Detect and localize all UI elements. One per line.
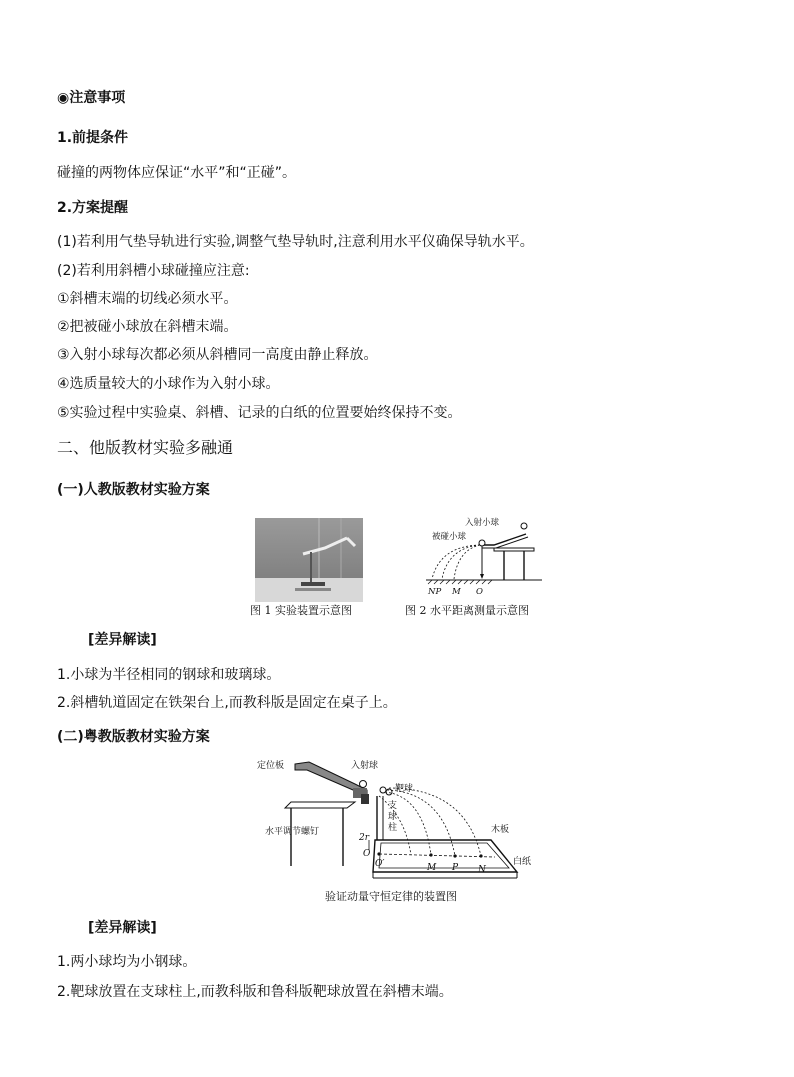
plan1-diff-title: [差异解读]: [88, 632, 157, 648]
label-o-prime: O′: [375, 859, 385, 869]
label-board: 定位板: [257, 761, 285, 771]
reminder-item: (1)若利用气垫导轨进行实验,调整气垫导轨时,注意利用水平仪确保导轨水平。: [57, 234, 534, 250]
reminder-item: ③入射小球每次都必须从斜槽同一高度由静止释放。: [57, 347, 378, 363]
section-title-reminder: 2.方案提醒: [57, 200, 129, 216]
figure-2-diagram: [420, 512, 542, 602]
reminder-item: ①斜槽末端的切线必须水平。: [57, 291, 238, 307]
section-title-premise: 1.前提条件: [57, 130, 129, 146]
label-p: P: [452, 863, 459, 873]
label-wood: 木板: [491, 825, 510, 835]
label-post-2: 球: [388, 812, 398, 822]
reminder-item: (2)若利用斜槽小球碰撞应注意:: [57, 263, 250, 279]
section-2-title: 二、他版教材实验多融通: [57, 438, 234, 457]
figure-1-photo: [255, 518, 363, 602]
label-target-ball: 被碰小球: [432, 532, 467, 542]
plan2-diff-item: 2.靶球放置在支球柱上,而教科版和鲁科版靶球放置在斜槽末端。: [57, 984, 453, 1000]
notes-heading: ◉注意事项: [57, 90, 126, 106]
figure-3-apparatus: [255, 756, 545, 888]
label-np: NP: [428, 587, 442, 597]
reminder-item: ⑤实验过程中实验桌、斜槽、记录的白纸的位置要始终保持不变。: [57, 405, 462, 421]
reminder-item: ②把被碰小球放在斜槽末端。: [57, 319, 238, 335]
premise-text: 碰撞的两物体应保证“水平”和“正碰”。: [57, 165, 297, 181]
label-m: M: [427, 863, 437, 873]
label-post-1: 支: [388, 801, 398, 811]
label-o: O: [363, 849, 371, 859]
plan1-diff-item: 1.小球为半径相同的钢球和玻璃球。: [57, 667, 281, 683]
plan1-title: (一)人教版教材实验方案: [57, 482, 210, 498]
label-o: O: [476, 587, 483, 597]
plan2-title: (二)粤教版教材实验方案: [57, 729, 210, 745]
label-2r: 2r: [359, 833, 370, 843]
label-post-3: 柱: [388, 823, 398, 833]
plan2-diff-item: 1.两小球均为小钢球。: [57, 954, 197, 970]
label-screw: 水平调节螺钉: [265, 827, 320, 837]
label-paper: 白纸: [513, 857, 532, 867]
label-n: N: [478, 865, 486, 875]
figure-1-caption: 图 1 实验装置示意图: [250, 604, 352, 617]
plan1-diff-item: 2.斜槽轨道固定在铁架台上,而教科版是固定在桌子上。: [57, 695, 397, 711]
figure-3-caption: 验证动量守恒定律的装置图: [325, 890, 457, 903]
label-incident: 入射球: [351, 761, 379, 771]
reminder-item: ④选质量较大的小球作为入射小球。: [57, 376, 280, 392]
label-incident-ball: 入射小球: [465, 518, 500, 528]
plan2-diff-title: [差异解读]: [88, 920, 157, 936]
label-target: 靶球: [395, 784, 414, 794]
label-m: M: [452, 587, 461, 597]
figure-2-caption: 图 2 水平距离测量示意图: [405, 604, 529, 617]
